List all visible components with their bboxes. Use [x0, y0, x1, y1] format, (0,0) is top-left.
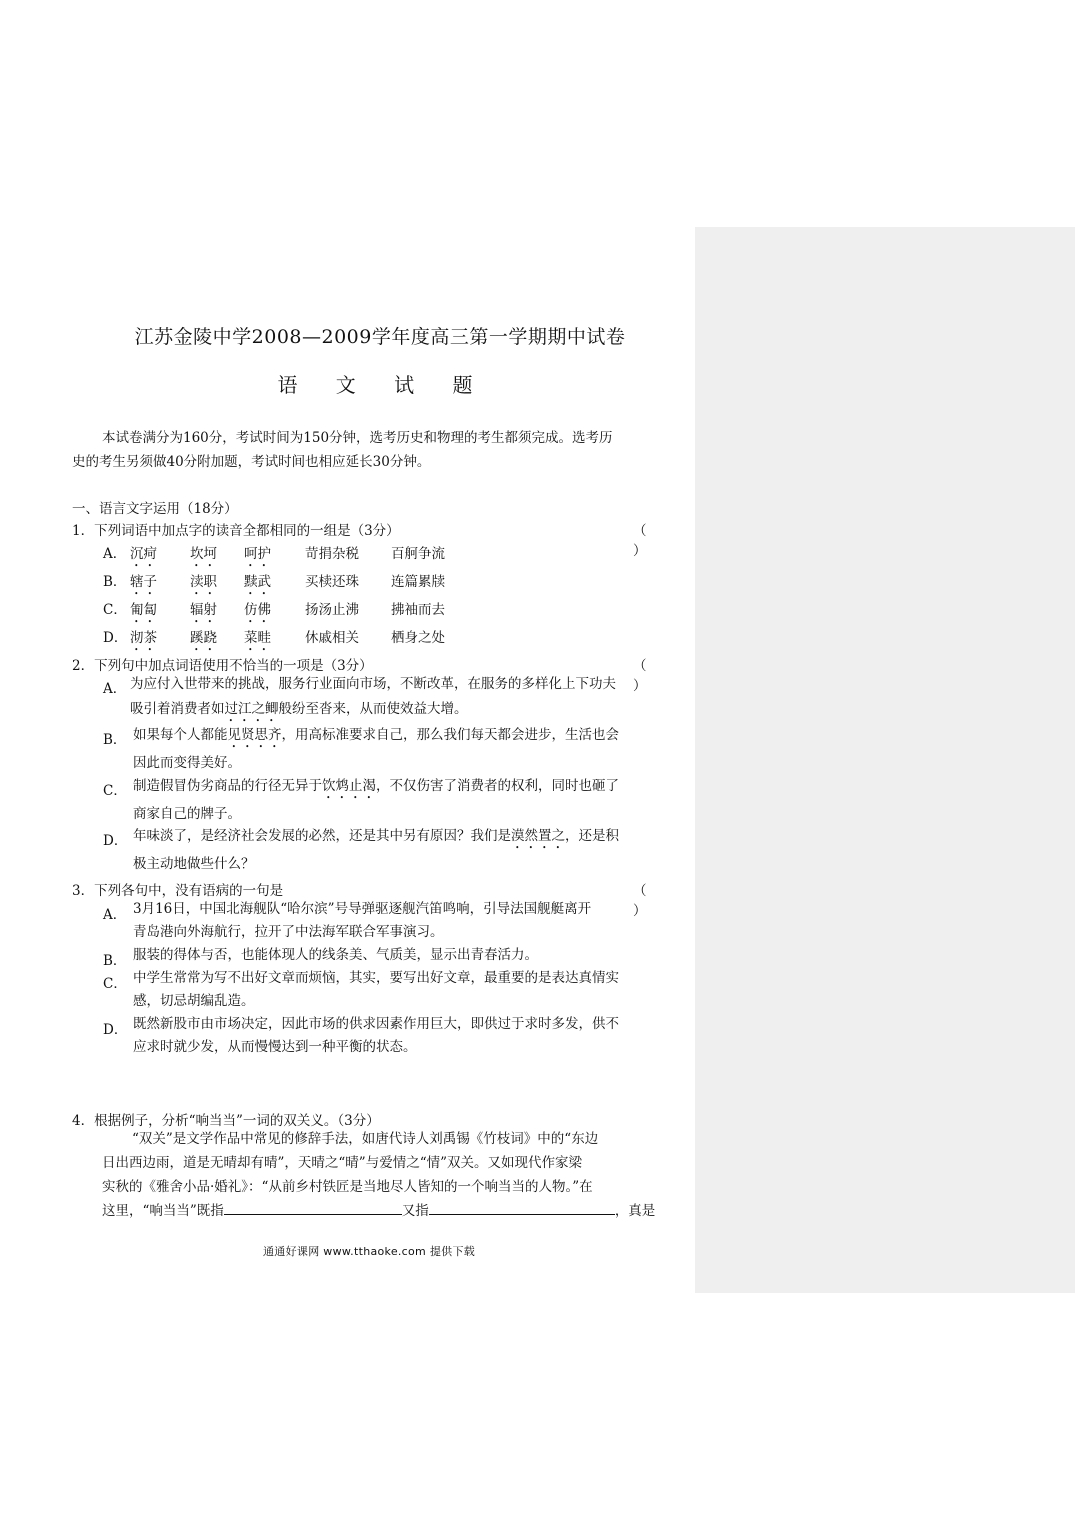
passage-line: 实秋的《雅舍小品·婚礼》：“从前乡村铁匠是当地尽人皆知的一个响当当的人物。”在	[102, 1179, 593, 1195]
q2-option-c	[133, 774, 688, 827]
q1-word: 休戚相关	[305, 630, 359, 646]
page-subtitle: 语 文 试 题	[277, 373, 483, 397]
dotted-phrase: 漠然置之	[511, 828, 565, 844]
intro-paragraph	[72, 426, 688, 474]
q1-option-label: C．	[103, 602, 127, 618]
option-line: 极主动地做些什么？	[133, 856, 255, 872]
option-text: 年味淡了，是经济社会发展的必然，还是其中另有原因？我们是	[133, 828, 511, 844]
q2-option-label: A．	[103, 681, 127, 697]
q1-word: 买椟还珠	[305, 574, 359, 590]
q1-word: 沏茶	[130, 630, 157, 646]
q1-word: 扬汤止沸	[305, 602, 359, 618]
q4-passage	[72, 1127, 686, 1223]
intro-line: 史的考生另须做40分附加题，考试时间也相应延长30分钟。	[72, 454, 431, 470]
option-text: ，不仅伤害了消费者的权利，同时也砸了	[376, 778, 619, 794]
q3-option-label: D．	[103, 1022, 128, 1038]
answer-blank[interactable]	[224, 1200, 402, 1215]
page-footer: 通通好课网 www.tthaoke.com 提供下载	[263, 1245, 476, 1258]
q3-option-d	[133, 1013, 688, 1059]
q3-option-label: A．	[103, 907, 127, 923]
q1-word: 匍匐	[130, 602, 157, 618]
dotted-phrase: 过江之鲫	[224, 701, 279, 717]
option-line: 3月16日，中国北海舰队“哈尔滨”号导弹驱逐舰汽笛鸣响，引导法国舰艇离开	[133, 901, 592, 917]
q1-word: 菜畦	[244, 630, 271, 646]
q1-word: 连篇累牍	[391, 574, 445, 590]
option-text: 般纷至沓来，从而使效益大增。	[278, 701, 468, 717]
q3-option-label: B．	[103, 953, 127, 969]
option-line: 商家自己的牌子。	[133, 806, 241, 822]
answer-paren: （ ）	[633, 523, 673, 559]
passage-text: ，真是	[614, 1203, 656, 1219]
q3-stem: 3．下列各句中，没有语病的一句是	[72, 883, 284, 899]
q1-option-label: D．	[103, 630, 128, 646]
q1-option-label: B．	[103, 574, 127, 590]
option-line: 感，切忌胡编乱造。	[133, 993, 255, 1009]
option-text: ，用高标准要求自己，那么我们每天都会进步，生活也会	[281, 727, 619, 743]
q2-option-a	[130, 672, 688, 725]
option-line: 应求时就少发，从而慢慢达到一种平衡的状态。	[133, 1039, 417, 1055]
option-line	[130, 697, 688, 725]
answer-blank[interactable]	[429, 1200, 615, 1215]
q1-word: 拂袖而去	[391, 602, 445, 618]
option-line: 因此而变得美好。	[133, 755, 241, 771]
option-line: 服装的得体与否，也能体现人的线条美、气质美，显示出青春活力。	[133, 947, 538, 963]
q1-option-label: A．	[103, 546, 127, 562]
option-line	[133, 824, 688, 852]
q1-word: 仿佛	[244, 602, 271, 618]
option-text: ，还是积	[565, 828, 619, 844]
option-text: 制造假冒伪劣商品的行径无异于	[133, 778, 322, 794]
q2-option-label: D．	[103, 833, 128, 849]
passage-line	[72, 1199, 686, 1223]
q1-word: 坎坷	[190, 546, 217, 562]
q1-word: 蹊跷	[190, 630, 217, 646]
intro-line: 本试卷满分为160分，考试时间为150分钟，选考历史和物理的考生都须完成。选考历	[102, 430, 613, 446]
dotted-phrase: 饮鸩止渴	[322, 778, 376, 794]
q1-word: 百舸争流	[391, 546, 445, 562]
option-line: 青岛港向外海航行，拉开了中法海军联合军事演习。	[133, 924, 444, 940]
q3-option-c	[133, 967, 688, 1013]
option-line	[133, 723, 688, 751]
q3-option-label: C．	[103, 976, 127, 992]
q1-word: 呵护	[244, 546, 271, 562]
passage-line: 日出西边雨，道是无晴却有晴”，天晴之“晴”与爱情之“情”双关。又如现代作家梁	[102, 1155, 583, 1171]
q1-word: 辐射	[190, 602, 217, 618]
option-line: 中学生常常为写不出好文章而烦恼，其实，要写出好文章，最重要的是表达真情实	[133, 970, 619, 986]
option-line: 既然新股市由市场决定，因此市场的供求因素作用巨大，即供过于求时多发，供不	[133, 1016, 619, 1032]
q2-option-label: C．	[103, 783, 127, 799]
q2-option-label: B．	[103, 732, 127, 748]
option-line	[133, 774, 688, 802]
q1-word: 栖身之处	[391, 630, 445, 646]
q3-option-b	[133, 944, 688, 967]
q1-stem: 1．下列词语中加点字的读音全都相同的一组是（3分）	[72, 523, 400, 539]
q3-option-a	[133, 898, 688, 944]
dotted-phrase: 见贤思齐	[227, 727, 282, 743]
q2-option-b	[133, 723, 688, 776]
page-title: 江苏金陵中学2008—2009学年度高三第一学期期中试卷	[134, 326, 626, 348]
option-line: 为应付入世带来的挑战，服务行业面向市场，不断改革，在服务的多样化上下功夫	[130, 676, 616, 692]
q1-word: 沉疴	[130, 546, 157, 562]
q1-word: 黩武	[244, 574, 271, 590]
answer-paren: （ ）	[633, 658, 673, 694]
answer-paren: （ ）	[633, 883, 673, 919]
passage-text: 这里，“响当当”既指	[102, 1203, 224, 1219]
q2-stem: 2．下列句中加点词语使用不恰当的一项是（3分）	[72, 658, 373, 674]
q1-word: 辖子	[130, 574, 157, 590]
section-heading: 一、语言文字运用（18分）	[72, 501, 238, 517]
passage-line: “双关”是文学作品中常见的修辞手法，如唐代诗人刘禹锡《竹枝词》中的“东边	[132, 1131, 599, 1147]
q1-word: 渎职	[190, 574, 217, 590]
passage-text: 又指	[401, 1203, 429, 1219]
q4-stem: 4．根据例子，分析“响当当”一词的双关义。（3分）	[72, 1113, 380, 1129]
option-text: 如果每个人都能	[133, 727, 228, 743]
option-text: 吸引着消费者如	[130, 701, 225, 717]
q2-option-d	[133, 824, 688, 877]
q1-word: 苛捐杂税	[305, 546, 359, 562]
